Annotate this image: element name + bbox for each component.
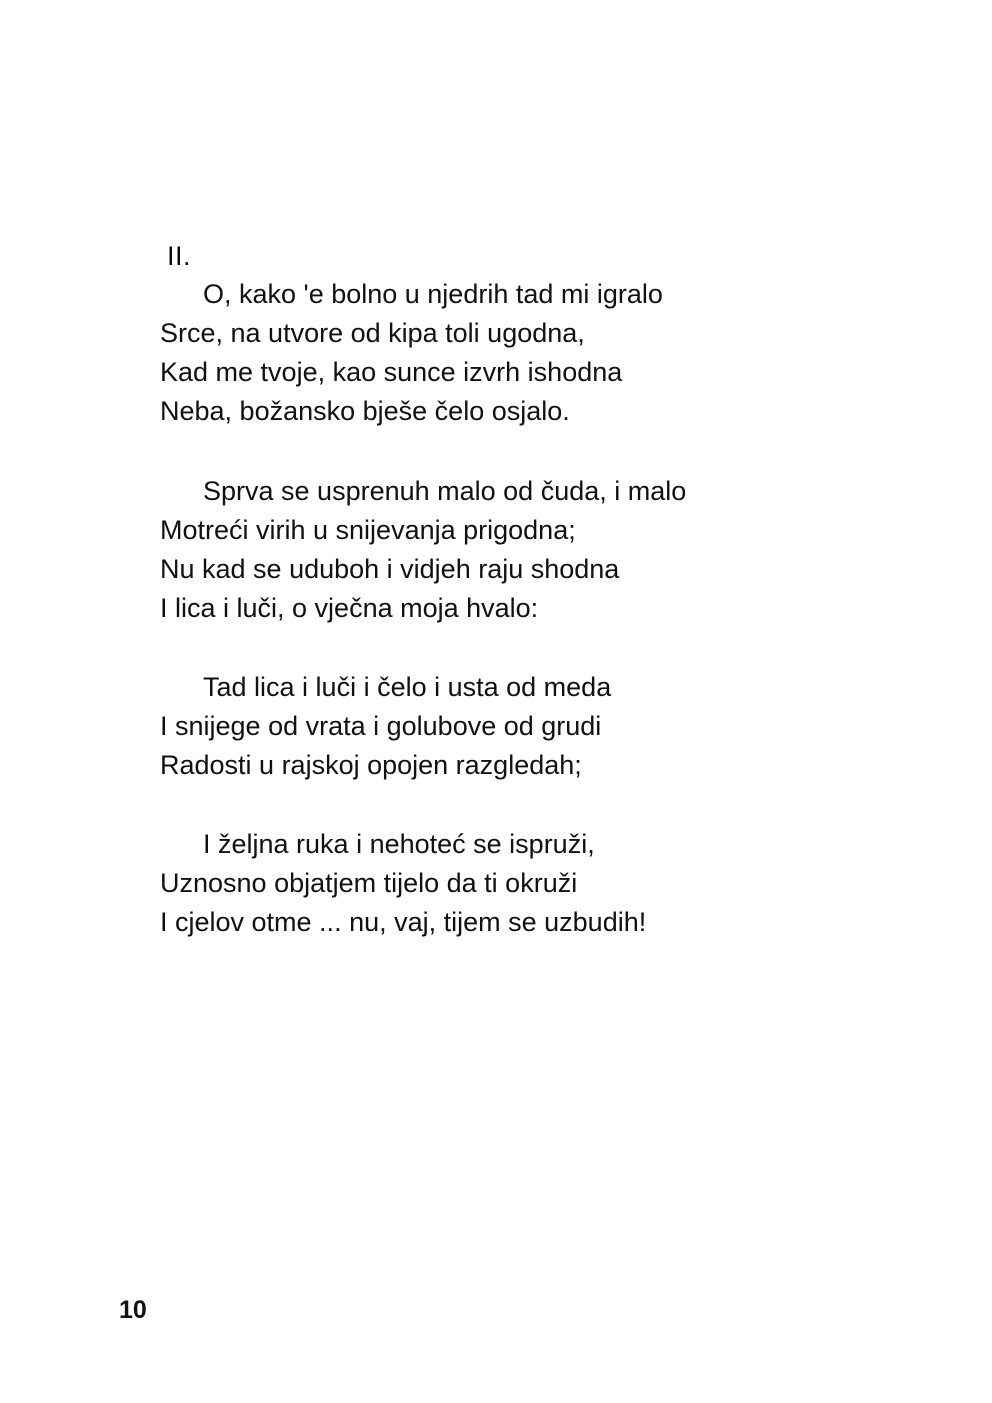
poem-line: Uznosno objatjem tijelo da ti okruži — [160, 868, 578, 898]
stanza-3 — [160, 668, 611, 785]
poem-line: Neba, božansko bješe čelo osjalo. — [160, 396, 570, 426]
poem-line: Motreći virih u snijevanja prigodna; — [160, 515, 576, 545]
stanza-1 — [160, 275, 663, 431]
poem-line: Nu kad se uduboh i vidjeh raju shodna — [160, 554, 620, 584]
page-number: 10 — [119, 1296, 147, 1324]
poem-line: I željna ruka i nehoteć se ispruži, — [203, 829, 595, 859]
poem-line: Radosti u rajskoj opojen razgledah; — [160, 750, 582, 780]
stanza-4 — [160, 825, 646, 942]
stanza-2 — [160, 472, 686, 628]
section-number: II. — [167, 241, 192, 271]
poem-line: Kad me tvoje, kao sunce izvrh ishodna — [160, 357, 623, 387]
poem-line: O, kako 'e bolno u njedrih tad mi igralo — [203, 279, 663, 309]
poem-line: Sprva se usprenuh malo od čuda, i malo — [203, 476, 687, 506]
poem-line: Tad lica i luči i čelo i usta od meda — [203, 672, 612, 702]
poem-line: I snijege od vrata i golubove od grudi — [160, 711, 602, 741]
poem-line: Srce, na utvore od kipa toli ugodna, — [160, 318, 585, 348]
poem-line: I lica i luči, o vječna moja hvalo: — [160, 593, 539, 623]
poem-line: I cjelov otme ... nu, vaj, tijem se uzbudih! — [160, 907, 647, 937]
